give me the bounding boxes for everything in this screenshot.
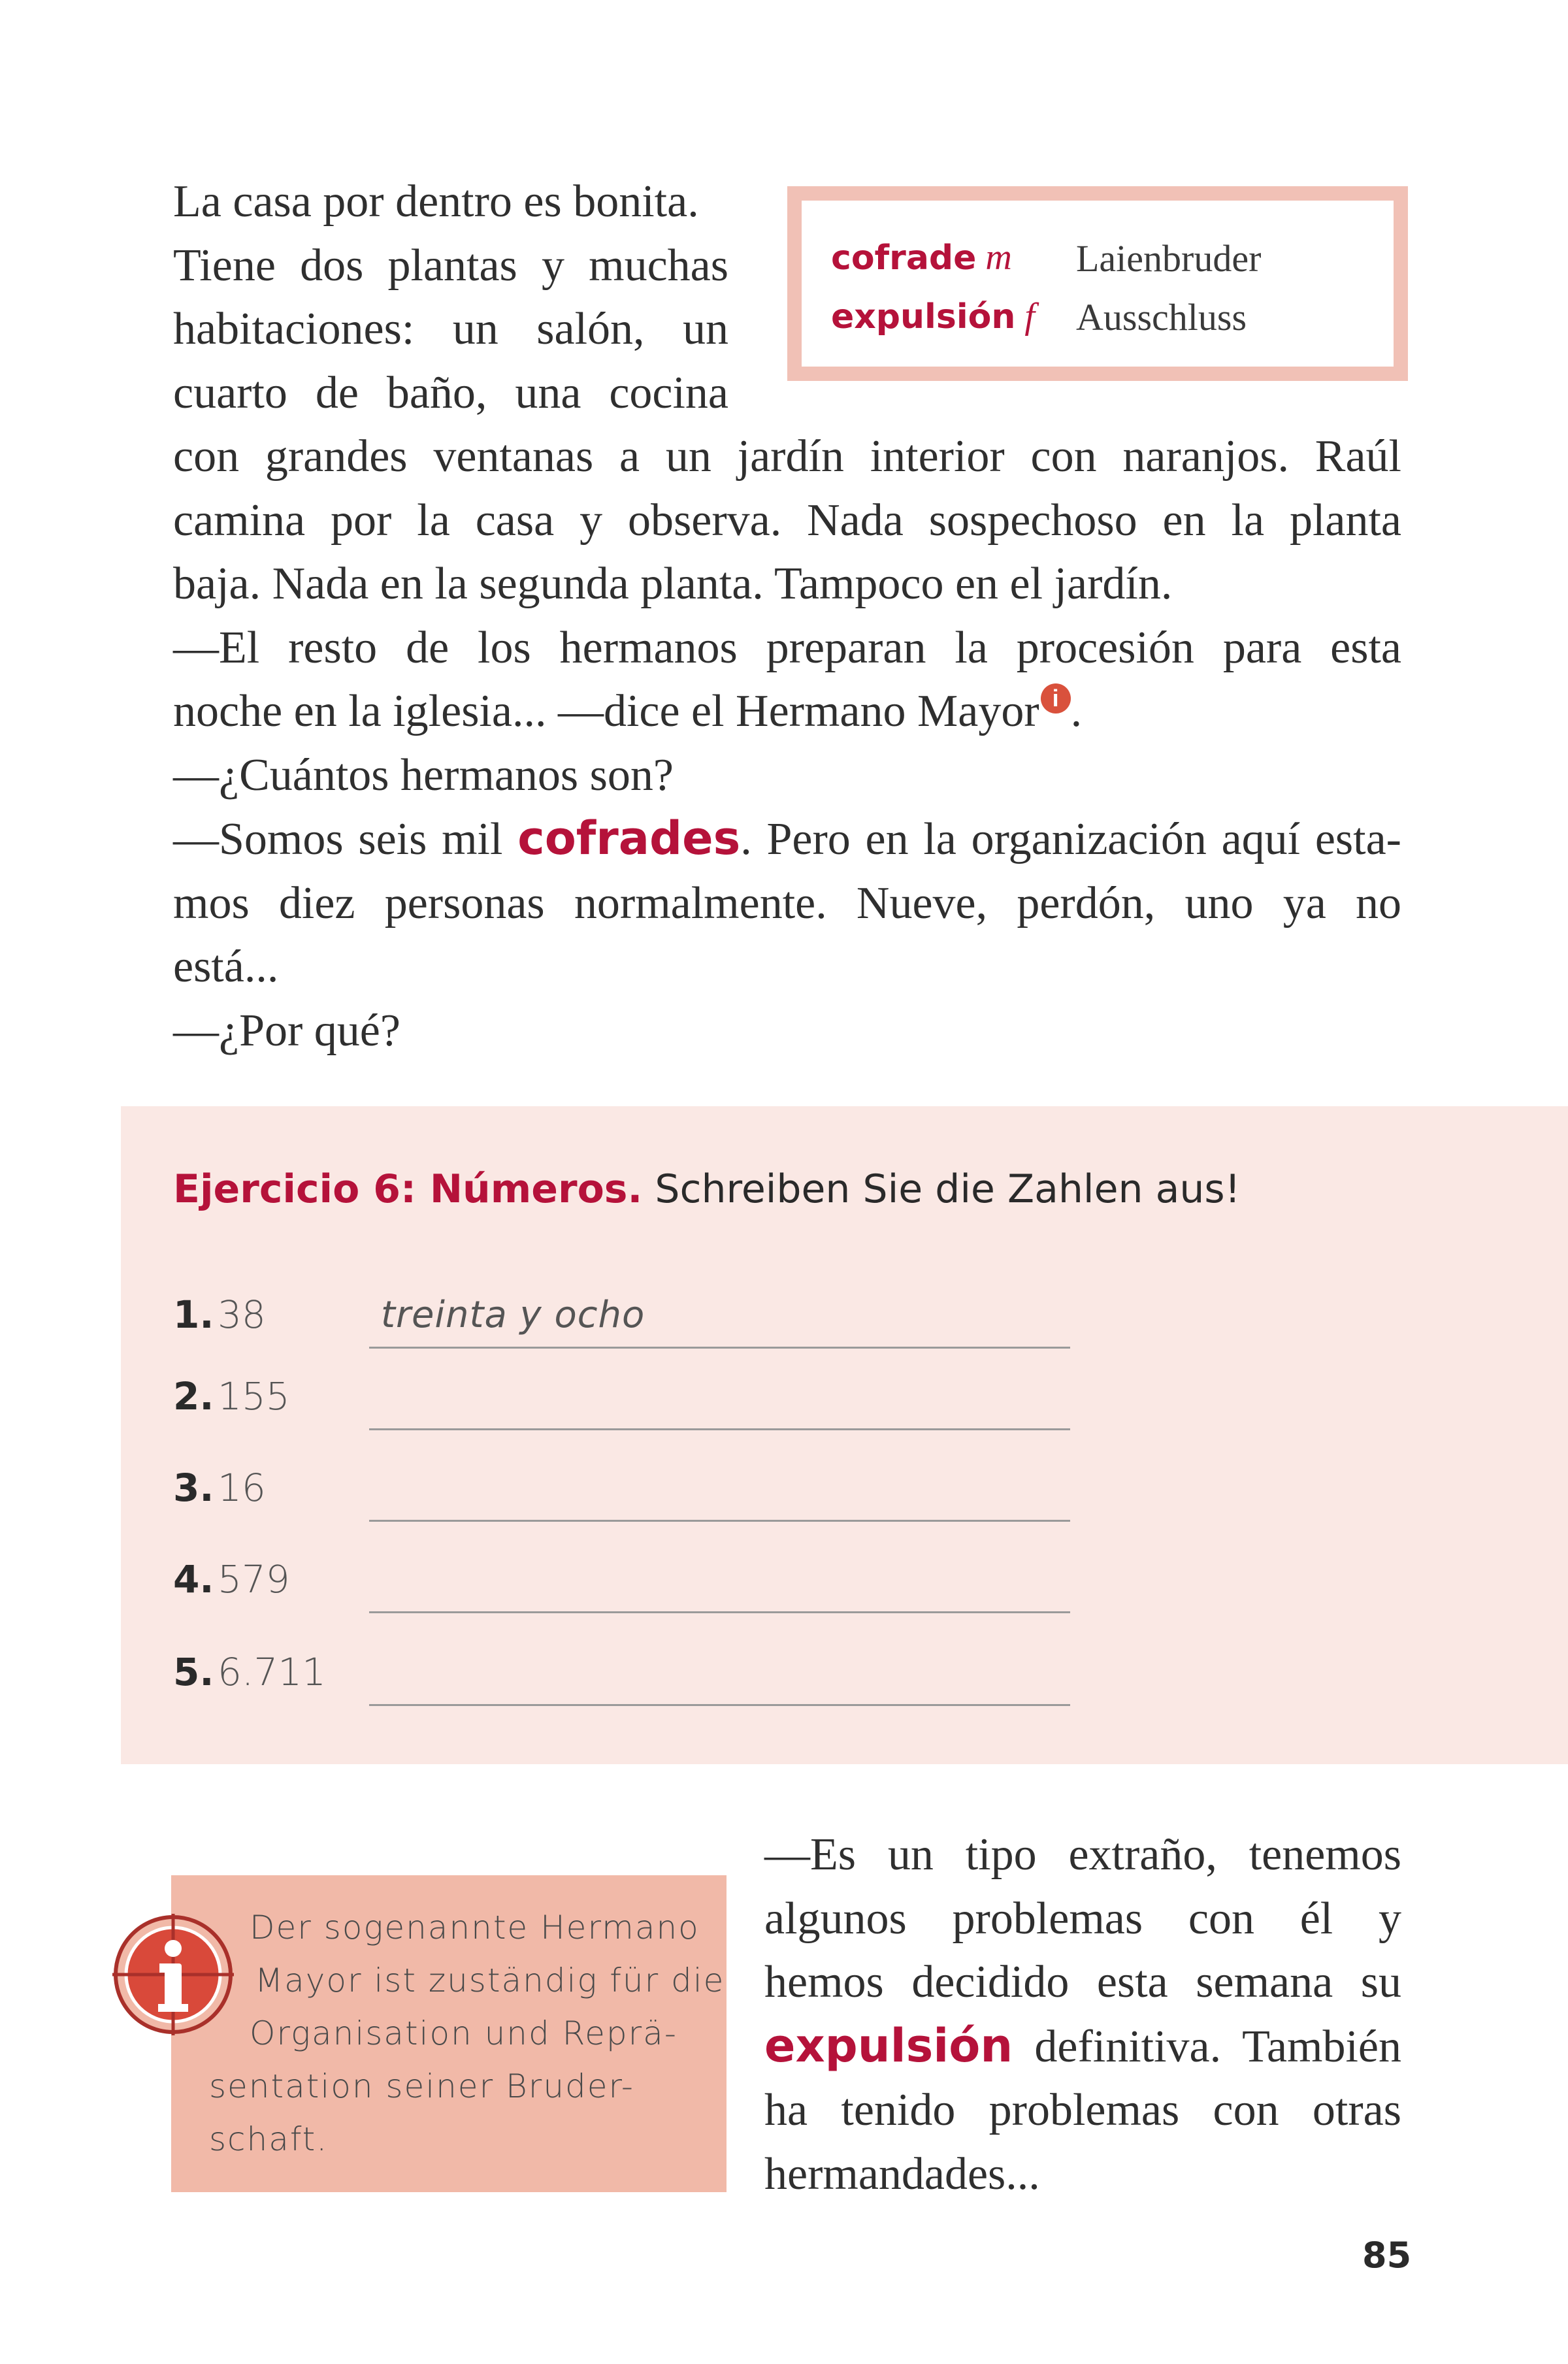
story-text: . Pero en la organización aquí esta- <box>740 814 1401 864</box>
item-number: 2. <box>173 1374 214 1419</box>
exercise-item <box>173 1374 1218 1439</box>
vocab-gender: f <box>1024 296 1035 337</box>
story-line: con grandes ventanas a un jardín interior con naranjos. Raúl <box>173 431 1401 482</box>
item-value: 16 <box>218 1466 266 1510</box>
answer-line[interactable] <box>369 1611 1070 1613</box>
item-value: 38 <box>218 1292 266 1337</box>
answer-line[interactable] <box>369 1520 1070 1522</box>
story-line: cuarto de baño, una cocina <box>173 367 728 418</box>
story-line: —¿Cuántos hermanos son? <box>173 749 674 800</box>
exercise-label: Ejercicio 6: Números. <box>173 1166 643 1212</box>
story-line: hermandades... <box>764 2148 1040 2199</box>
exercise-instruction: Schreiben Sie die Zahlen aus! <box>655 1166 1241 1212</box>
answer-line[interactable] <box>369 1704 1070 1706</box>
item-number: 4. <box>173 1557 214 1601</box>
story-line: baja. Nada en la segunda planta. Tampoco en el jardín. <box>173 559 1173 609</box>
info-line: schaft. <box>209 2120 329 2158</box>
story-text: . <box>1070 686 1083 736</box>
vocab-term: expulsión <box>831 297 1016 337</box>
exercise-item <box>173 1292 1218 1358</box>
info-line: Der sogenannte Hermano <box>250 1909 700 1946</box>
story-line: —¿Por qué? <box>173 1005 400 1056</box>
story-line: habitaciones: un salón, un <box>173 304 728 354</box>
info-line: Mayor ist zuständig für die <box>255 1962 725 1999</box>
story-text: definitiva. También <box>1013 2021 1401 2072</box>
story-line <box>173 680 1401 744</box>
story-line: —Es un tipo extraño, tenemos <box>764 1830 1401 1880</box>
exercise-item <box>173 1557 1218 1622</box>
info-text <box>209 1901 732 2166</box>
info-line: Organisation und Reprä- <box>250 2014 678 2052</box>
exercise-title <box>173 1166 1241 1212</box>
exercise-item <box>173 1650 1218 1715</box>
story-line: algunos problemas con él y <box>764 1893 1401 1944</box>
story-line: Tiene dos plantas y muchas <box>173 240 728 291</box>
vocab-item <box>831 295 1035 337</box>
story-end <box>764 1823 1401 2206</box>
vocab-highlight: cofrades <box>517 812 741 865</box>
item-number: 5. <box>173 1650 214 1694</box>
item-value: 579 <box>218 1557 290 1601</box>
story-line: está... <box>173 942 279 992</box>
story-line: —El resto de los hermanos preparan la procesión para esta <box>173 622 1401 673</box>
answer-text: treinta y ocho <box>381 1294 645 1336</box>
item-value: 6.711 <box>218 1650 327 1694</box>
vocab-box <box>787 186 1408 381</box>
item-value: 155 <box>218 1374 290 1419</box>
vocab-term: cofrade <box>831 238 977 278</box>
story-line: ha tenido problemas con otras <box>764 2085 1401 2135</box>
vocab-translation: Ausschluss <box>1076 296 1247 338</box>
vocab-highlight: expulsión <box>764 2018 1013 2073</box>
story-line: mos diez personas normalmente. Nueve, perdón, uno ya no <box>173 878 1401 928</box>
item-number: 3. <box>173 1466 214 1510</box>
vocab-gender: m <box>985 237 1012 278</box>
vocab-translation: Laienbruder <box>1076 237 1262 280</box>
story-line <box>764 2014 1401 2079</box>
story-line: hemos decidido esta semana su <box>764 1957 1401 2007</box>
answer-line[interactable] <box>369 1428 1070 1430</box>
story-line <box>173 807 1401 872</box>
story-line: La casa por dentro es bonita. <box>173 176 699 227</box>
page-number: 85 <box>1362 2235 1412 2276</box>
item-number: 1. <box>173 1292 214 1337</box>
story-text: noche en la iglesia... —dice el Hermano Mayor <box>173 686 1039 736</box>
story-text: —Somos seis mil <box>173 814 518 864</box>
info-icon: i <box>1041 683 1071 714</box>
info-line: sentation seiner Bruder- <box>209 2067 634 2105</box>
story-line: camina por la casa y observa. Nada sospechoso en la planta <box>173 495 1401 546</box>
vocab-item <box>831 237 1012 278</box>
exercise-panel <box>121 1106 1568 1764</box>
exercise-item <box>173 1466 1218 1531</box>
answer-line[interactable] <box>369 1347 1070 1349</box>
